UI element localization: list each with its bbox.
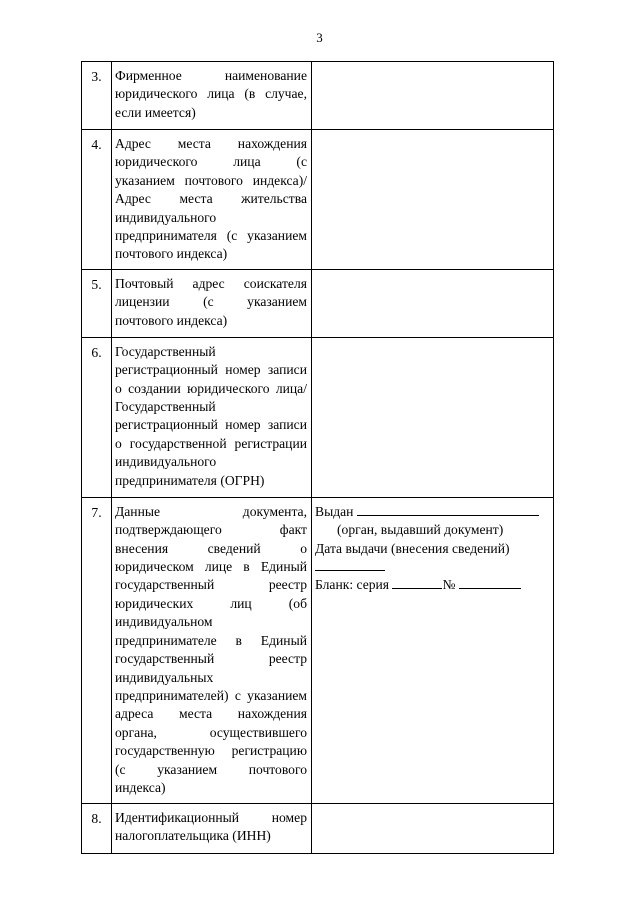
issue-date-blank[interactable] — [315, 558, 385, 571]
field-label-line: Государственный — [115, 399, 216, 415]
field-label-line: регистрационный номер записи — [115, 362, 307, 378]
field-value-cell[interactable] — [312, 269, 554, 337]
form-number-sign: № — [442, 577, 456, 593]
field-label — [112, 269, 312, 337]
form-series-line — [315, 576, 549, 594]
page-number: 3 — [316, 30, 323, 45]
field-label-line: органа, осуществившего — [115, 724, 307, 740]
field-label-line: Почтовый адрес соискателя — [115, 275, 307, 291]
field-label-line: Государственный — [115, 343, 216, 359]
field-label — [112, 337, 312, 497]
field-label — [112, 62, 312, 130]
field-label-line: индивидуального — [115, 454, 217, 470]
field-label-line: почтового индекса) — [115, 246, 228, 262]
table-row — [82, 337, 554, 497]
field-label-line: внесения сведений о — [115, 540, 307, 556]
field-label-line: подтверждающего факт — [115, 522, 307, 538]
field-label-line: государственную регистрацию — [115, 743, 307, 759]
field-value-cell[interactable] — [312, 337, 554, 497]
field-label-line: юридического лица (с — [115, 154, 307, 170]
field-label-line: налогоплательщика (ИНН) — [115, 828, 271, 844]
field-label-line: регистрационный номер записи — [115, 417, 307, 433]
field-label-line: Адрес места жительства — [115, 191, 307, 207]
field-label-line: юридическом лице в Единый — [115, 559, 307, 575]
row-number: 4. — [82, 130, 112, 270]
field-label-line: предпринимателя (с указанием — [115, 228, 307, 244]
field-value-cell[interactable] — [312, 803, 554, 853]
field-value-cell[interactable] — [312, 62, 554, 130]
field-label-line: индивидуальном — [115, 614, 213, 630]
field-label-line: Идентификационный номер — [115, 809, 307, 825]
field-label-line: лицензии (с указанием — [115, 294, 307, 310]
table-row — [82, 497, 554, 803]
field-label-line: о государственной регистрации — [115, 435, 307, 451]
field-label-line: Данные документа, — [115, 503, 307, 519]
table-row — [82, 130, 554, 270]
form-series-blank[interactable] — [392, 576, 442, 589]
application-form-table — [81, 61, 554, 854]
field-label-line: (с указанием почтового — [115, 761, 307, 777]
field-label-line: почтового индекса) — [115, 312, 228, 328]
issued-label: Выдан — [315, 503, 354, 519]
field-value-cell[interactable] — [312, 130, 554, 270]
form-number-blank[interactable] — [459, 576, 521, 589]
field-label-line: государственный реестр — [115, 651, 307, 667]
issued-by-blank[interactable] — [357, 503, 539, 516]
field-label-line: индивидуальных — [115, 669, 214, 685]
field-label-line: адреса места нахождения — [115, 706, 307, 722]
table-row — [82, 62, 554, 130]
row-number: 5. — [82, 269, 112, 337]
field-label-line: индивидуального — [115, 209, 217, 225]
field-label-line: индекса) — [115, 779, 166, 795]
field-label-line: о создании юридического лица/ — [115, 380, 307, 396]
row-number: 3. — [82, 62, 112, 130]
field-label-line: юридических лиц (об — [115, 595, 307, 611]
field-label-line: предпринимателей) с указанием — [115, 687, 307, 703]
field-label-line: государственный реестр — [115, 577, 307, 593]
issue-date-label: Дата выдачи (внесения сведений) — [315, 540, 510, 556]
form-series-label: Бланк: серия — [315, 577, 390, 593]
field-label — [112, 130, 312, 270]
field-label-line: предпринимателе в Единый — [115, 632, 307, 648]
table-row — [82, 803, 554, 853]
field-label-line: если имеется) — [115, 104, 196, 120]
field-label-line: юридического лица (в случае, — [115, 86, 307, 102]
field-label — [112, 497, 312, 803]
field-value-cell[interactable] — [312, 497, 554, 803]
row-number: 7. — [82, 497, 112, 803]
field-label — [112, 803, 312, 853]
field-label-line: Фирменное наименование — [115, 68, 307, 83]
row-number: 8. — [82, 803, 112, 853]
issue-date-line — [315, 558, 549, 576]
row-number: 6. — [82, 337, 112, 497]
field-label-line: предпринимателя (ОГРН) — [115, 472, 265, 488]
table-row — [82, 269, 554, 337]
issued-line — [315, 503, 549, 521]
field-label-line: указанием почтового индекса)/ — [115, 172, 307, 188]
field-label-line: Адрес места нахождения — [115, 136, 307, 151]
issued-caption: (орган, выдавший документ) — [337, 522, 504, 538]
